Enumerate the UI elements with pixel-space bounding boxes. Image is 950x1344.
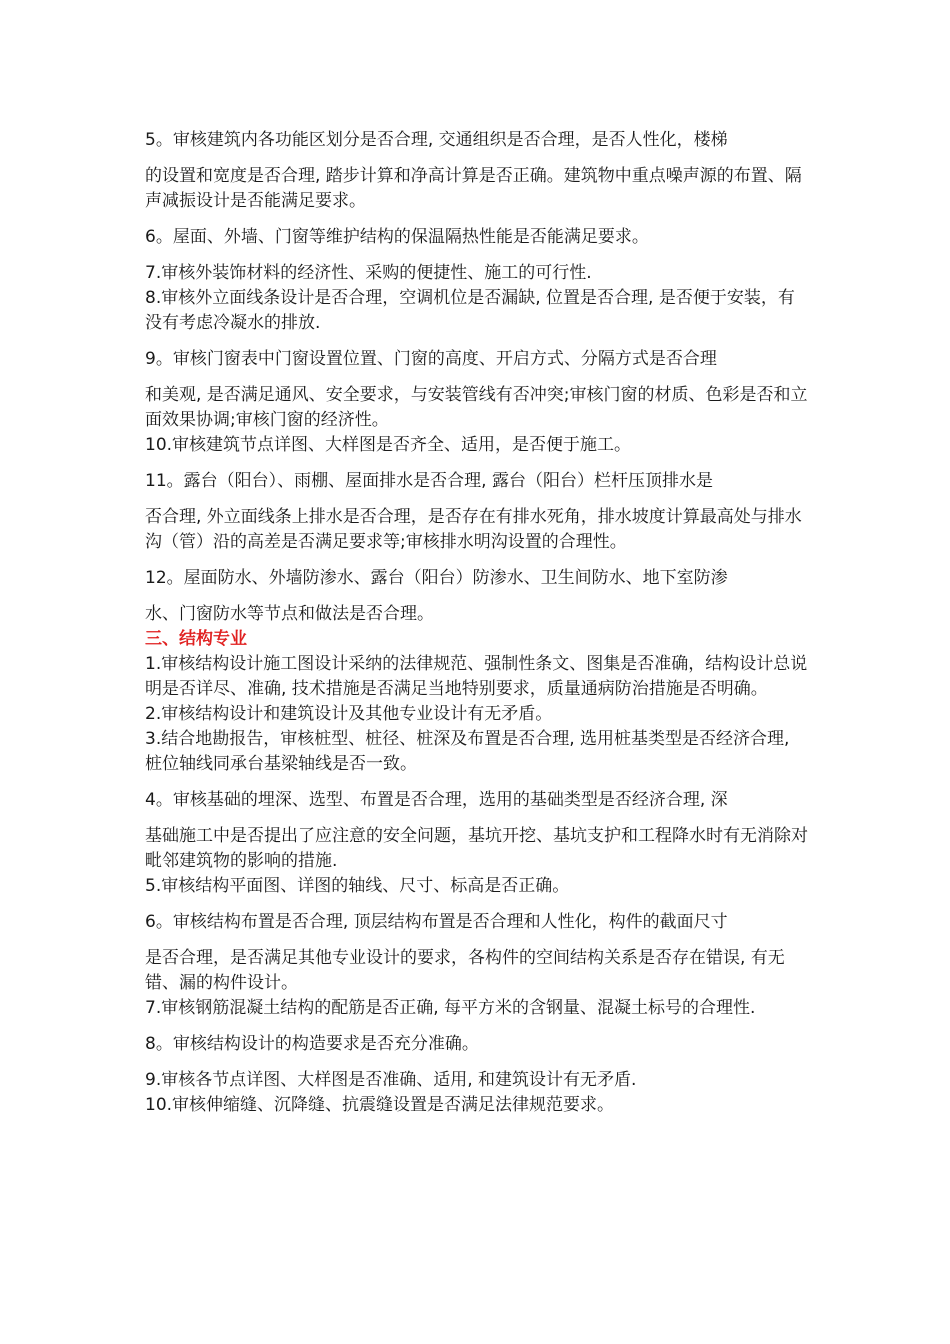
section-heading-structure: 三、结构专业 [145, 629, 247, 649]
arch-item-10: 10.审核建筑节点详图、大样图是否齐全、适用，是否便于施工。 [145, 435, 632, 455]
struct-item-10: 10.审核伸缩缝、沉降缝、抗震缝设置是否满足法律规范要求。 [145, 1095, 615, 1115]
struct-item-6-cont: 是否合理，是否满足其他专业设计的要求，各构件的空间结构关系是否存在错误, 有无错、漏的构件设计。 [145, 948, 785, 993]
arch-item-12-cont: 水、门窗防水等节点和做法是否合理。 [145, 604, 434, 624]
document-body [145, 128, 810, 1118]
struct-item-1: 1.审核结构设计施工图设计采纳的法律规范、强制性条文、图集是否准确，结构设计总说明是否详尽、准确, 技术措施是否满足当地特别要求，质量通病防治措施是否明确。 [145, 654, 808, 699]
arch-item-11-line1: 11。露台（阳台）、雨棚、屋面排水是否合理, 露台（阳台）栏杆压顶排水是 [145, 471, 713, 491]
struct-item-7: 7.审核钢筋混凝土结构的配筋是否正确, 每平方米的含钢量、混凝土标号的合理性. [145, 998, 756, 1018]
arch-item-9-line1: 9。审核门窗表中门窗设置位置、门窗的高度、开启方式、分隔方式是否合理 [145, 349, 717, 369]
struct-item-8: 8。审核结构设计的构造要求是否充分准确。 [145, 1034, 479, 1054]
struct-item-5: 5.审核结构平面图、详图的轴线、尺寸、标高是否正确。 [145, 876, 570, 896]
struct-item-3: 3.结合地勘报告，审核桩型、桩径、桩深及布置是否合理, 选用桩基类型是否经济合理, 桩位轴线同承台基梁轴线是否一致。 [145, 729, 790, 774]
struct-item-4-cont: 基础施工中是否提出了应注意的安全问题，基坑开挖、基坑支护和工程降水时有无消除对毗邻建筑物的影响的措施. [145, 826, 808, 871]
struct-item-2: 2.审核结构设计和建筑设计及其他专业设计有无矛盾。 [145, 704, 553, 724]
struct-item-9: 9.审核各节点详图、大样图是否准确、适用, 和建筑设计有无矛盾. [145, 1070, 637, 1090]
arch-item-5-cont: 的设置和宽度是否合理, 踏步计算和净高计算是否正确。建筑物中重点噪声源的布置、隔声减振设计是否能满足要求。 [145, 166, 802, 211]
arch-item-5-line1: 5。审核建筑内各功能区划分是否合理, 交通组织是否合理，是否人性化，楼梯 [145, 130, 728, 150]
struct-item-6-line1: 6。审核结构布置是否合理, 顶层结构布置是否合理和人性化，构件的截面尺寸 [145, 912, 728, 932]
arch-item-6: 6。屋面、外墙、门窗等维护结构的保温隔热性能是否能满足要求。 [145, 227, 649, 247]
arch-item-8: 8.审核外立面线条设计是否合理，空调机位是否漏缺, 位置是否合理, 是否便于安装，有没有考虑冷凝水的排放. [145, 288, 795, 333]
arch-item-11-cont: 否合理, 外立面线条上排水是否合理，是否存在有排水死角，排水坡度计算最高处与排水沟（管）沿的高差是否满足要求等;审核排水明沟设置的合理性。 [145, 507, 802, 552]
struct-item-4-line1: 4。审核基础的埋深、选型、布置是否合理，选用的基础类型是否经济合理, 深 [145, 790, 728, 810]
arch-item-9-cont: 和美观, 是否满足通风、安全要求，与安装管线有否冲突;审核门窗的材质、色彩是否和立面效果协调;审核门窗的经济性。 [145, 385, 808, 430]
arch-item-7: 7.审核外装饰材料的经济性、采购的便捷性、施工的可行性. [145, 263, 592, 283]
arch-item-12-line1: 12。屋面防水、外墙防渗水、露台（阳台）防渗水、卫生间防水、地下室防渗 [145, 568, 728, 588]
